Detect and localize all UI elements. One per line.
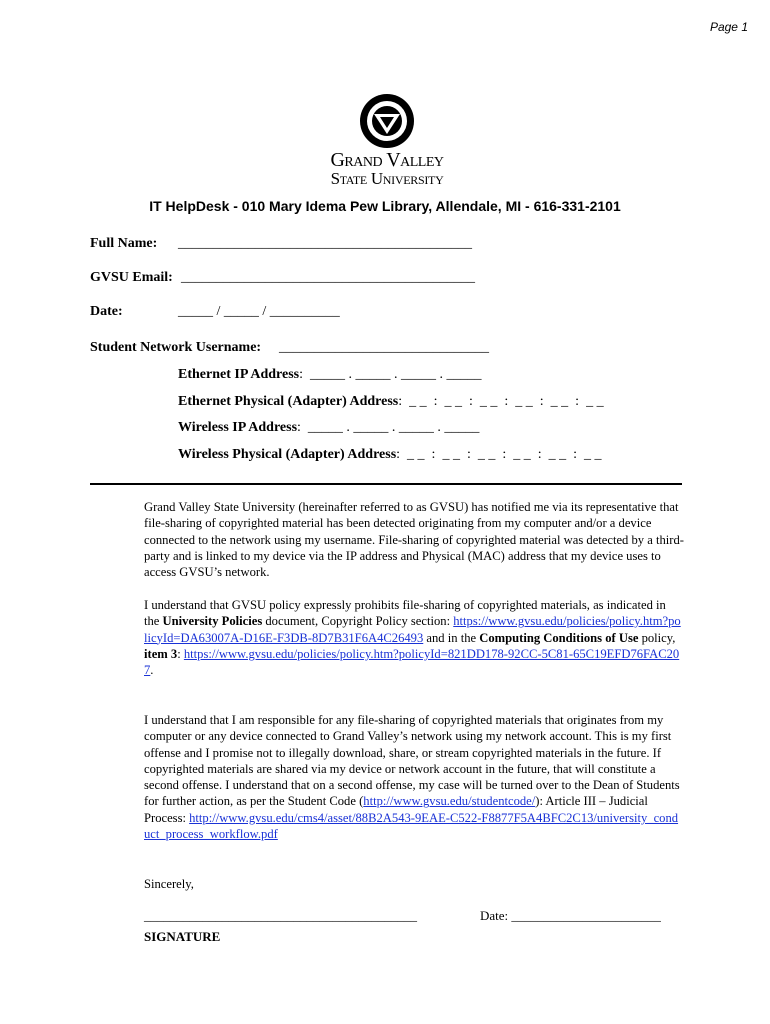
ethernet-ip-label: Ethernet IP Address: [178, 367, 300, 382]
university-policies-bold: University Policies: [162, 614, 263, 629]
student-code-link[interactable]: http://www.gvsu.edu/studentcode/: [363, 794, 536, 809]
computing-policy-link[interactable]: https://www.gvsu.edu/policies/policy.htm?policyId=821DD178-92CC-5C81-65C19EFD76FAC207: [144, 646, 680, 678]
judicial-process-link[interactable]: http://www.gvsu.edu/cms4/asset/88B2A543-9EAE-C522-F8877F5A4BFC2C13/university_conduct_process_workflow.pdf: [144, 810, 679, 842]
copyright-policy-link[interactable]: https://www.gvsu.edu/policies/policy.htm?policyId=DA63007A-D16E-F3DB-8D7B31F6A4C26493: [144, 614, 681, 645]
ethernet-mac-row: [178, 394, 604, 410]
sign-date-row: [480, 908, 661, 924]
username-label: Student Network Username:: [90, 340, 262, 355]
date-label: Date:: [90, 304, 123, 319]
wireless-ip-label: Wireless IP Address: [178, 420, 298, 435]
para2-text-5: :: [177, 646, 184, 661]
page-number: Page 1: [709, 20, 748, 34]
gvsu-emblem-icon: [312, 92, 462, 152]
full-name-label: Full Name:: [90, 236, 158, 251]
email-label: GVSU Email:: [90, 270, 173, 285]
full-name-field[interactable]: __________________________________________: [178, 236, 472, 251]
logo-wordmark-line1: Grand Valley: [330, 149, 444, 171]
ethernet-ip-field[interactable]: : _____ . _____ . _____ . _____: [299, 367, 482, 382]
item-3-bold: item 3: [144, 646, 178, 661]
sign-date-label: Date:: [480, 908, 509, 923]
signature-field[interactable]: __________________________________________: [144, 908, 417, 923]
computing-conditions-bold: Computing Conditions of Use: [479, 630, 639, 645]
date-field[interactable]: _____ / _____ / __________: [178, 304, 340, 319]
para2-text-2: document, Copyright Policy section:: [262, 614, 454, 629]
paragraph-1: Grand Valley State University (hereinafter referred to as GVSU) has notified me via its representative that file-sharing of copyrighted material has been detected originating from my computer and/or a device connected to the network using my username. File-sharing of copyrighted material was detected by a third-party and is linked to my device via the IP address and Physical (MAC) address that my device uses to access GVSU’s network.: [144, 500, 684, 580]
helpdesk-header: IT HelpDesk - 010 Mary Idema Pew Library, Allendale, MI - 616-331-2101: [149, 198, 621, 214]
username-field[interactable]: ______________________________: [279, 340, 489, 355]
para3-text-1: I understand that I am responsible for any file-sharing of copyrighted materials that originates from my computer or any device connected to Grand Valley’s network using my network account. This is my first offense and I promise not to illegally download, share, or stream copyrighted materials in the future. If copyrighted materials are shared via my device or network account in the future, that will constitute a second offense. I understand that on a second offense, my case will be turned over to the Dean of Students for further action, as per the Student Code (: [144, 713, 680, 809]
wireless-mac-row: [178, 447, 602, 463]
para2-text-6: .: [150, 663, 154, 678]
responsibility-paragraph: [144, 712, 684, 842]
policy-paragraph: [144, 597, 684, 678]
closing: [144, 876, 684, 892]
ethernet-ip-row: [178, 367, 481, 383]
signature-label: SIGNATURE: [144, 929, 221, 944]
ethernet-mac-label: Ethernet Physical (Adapter) Address: [178, 394, 399, 409]
closing-text: Sincerely,: [144, 877, 194, 891]
email-field[interactable]: __________________________________________: [181, 270, 475, 285]
para3-text-2: ): Article III – Judicial Process:: [144, 794, 648, 825]
wireless-mac-field: : _ _ : _ _ : _ _ : _ _ : _ _ : _ _: [396, 447, 602, 462]
section-divider: [90, 483, 682, 485]
wireless-ip-row: [178, 420, 479, 436]
logo-wordmark-line2: State University: [330, 169, 444, 188]
notice-paragraph: [144, 499, 684, 580]
wireless-mac-label: Wireless Physical (Adapter) Address: [178, 447, 397, 462]
para2-text-4: policy,: [638, 630, 676, 645]
sign-date-field[interactable]: _______________________: [511, 908, 661, 923]
para2-text-1: I understand that GVSU policy expressly prohibits file-sharing of copyrighted materials, as indicated in the: [144, 598, 666, 629]
wireless-ip-field[interactable]: : _____ . _____ . _____ . _____: [297, 420, 480, 435]
ethernet-mac-field[interactable]: : _ _ : _ _ : _ _ : _ _ : _ _ : _ _: [398, 394, 604, 409]
para2-text-3: and in the: [423, 630, 480, 645]
